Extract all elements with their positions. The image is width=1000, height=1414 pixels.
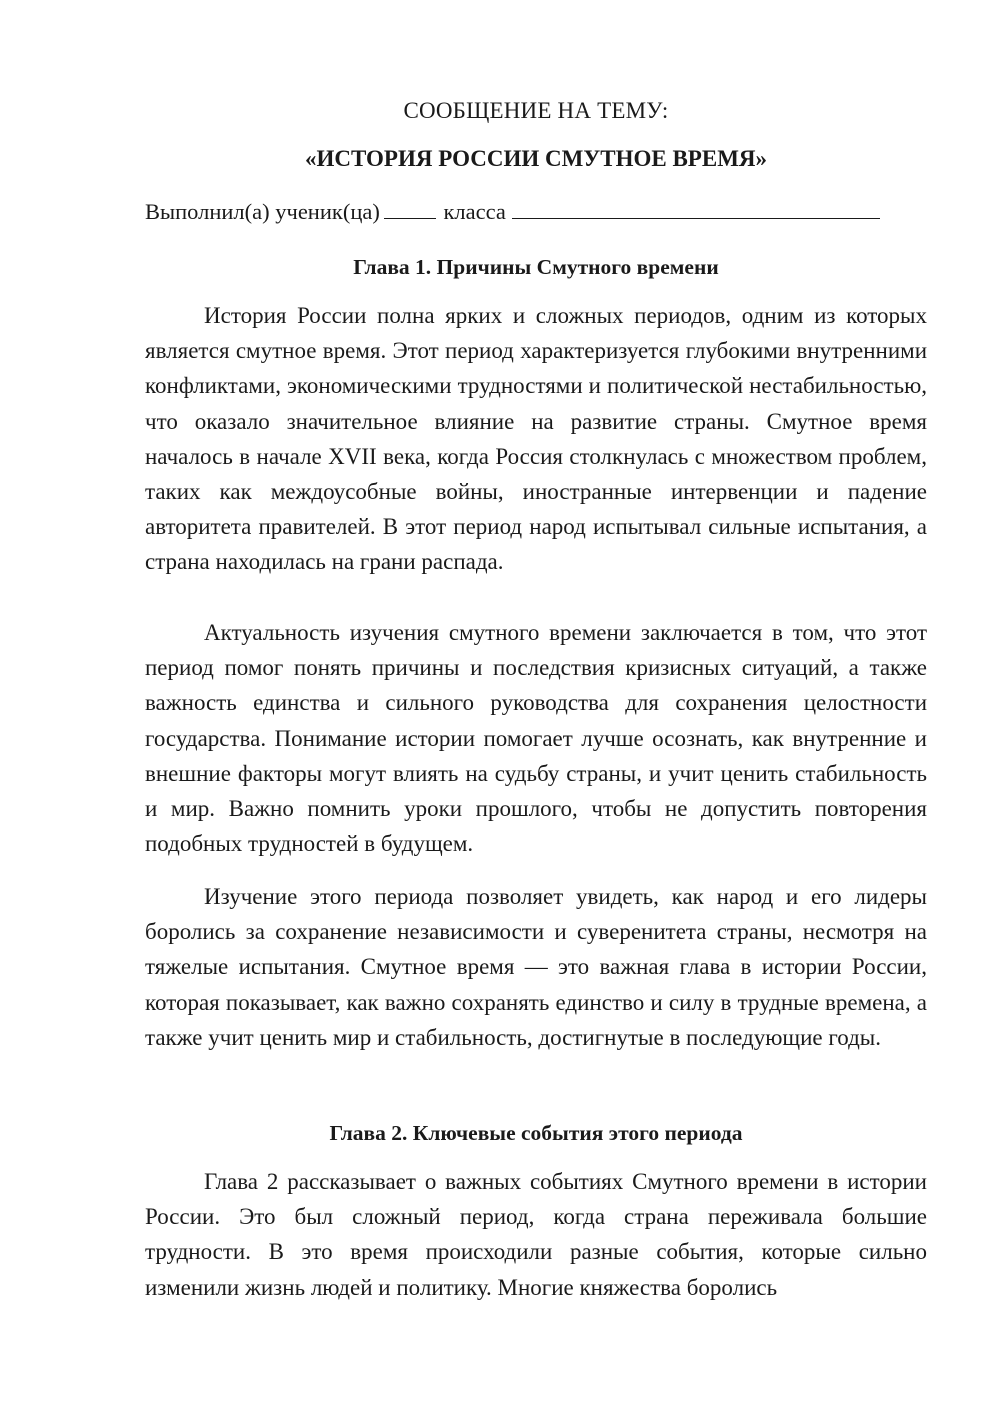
class-word: класса bbox=[443, 199, 506, 224]
class-blank-field[interactable] bbox=[512, 198, 880, 219]
grade-blank-field[interactable] bbox=[384, 198, 436, 219]
chapter-1-paragraph: История России полна ярких и сложных периодов, одним из которых является смутное время. Этот период характеризуется глубокими внутренними конфликтами, экономическими трудностями и политической нестабильностью, что оказало значительное влияние на развитие страны. Смутное время началось в начале XVII века, когда Россия столкнулась с множеством проблем, таких как междоусобные войны, иностранные интервенции и падение авторитета правителей. В этот период народ испытывал сильные испытания, а страна находилась на грани распада. bbox=[145, 303, 927, 575]
topic-line: СООБЩЕНИЕ НА ТЕМУ: bbox=[403, 98, 669, 123]
author-line bbox=[145, 198, 880, 226]
chapter-2-paragraph: Глава 2 рассказывает о важных событиях Смутного времени в истории России. Это был сложный период, когда страна переживала большие трудности. В это время происходили разные события, которые сильно изменили жизнь людей и политику. Многие княжества боролись bbox=[145, 1169, 927, 1300]
document-title: «ИСТОРИЯ РОССИИ СМУТНОЕ ВРЕМЯ» bbox=[304, 146, 768, 171]
chapter-2-heading: Глава 2. Ключевые события этого периода bbox=[329, 1121, 743, 1145]
chapter-1-paragraph: Изучение этого периода позволяет увидеть, как народ и его лидеры боролись за сохранение независимости и суверенитета страны, несмотря на тяжелые испытания. Смутное время — это важная глава в истории России, которая показывает, как важно сохранять единство и силу в трудные времена, а также учит ценить мир и стабильность, достигнутые в последующие годы. bbox=[145, 884, 927, 1050]
chapter-1-heading: Глава 1. Причины Смутного времени bbox=[353, 255, 719, 279]
author-prefix: Выполнил(а) ученик(ца) bbox=[145, 199, 380, 224]
chapter-1-paragraph: Актуальность изучения смутного времени заключается в том, что этот период помог понять причины и последствия кризисных ситуаций, а также важность единства и сильного руководства для сохранения целостности государства. Понимание истории помогает лучше осознать, как внутренние и внешние факторы могут влиять на судьбу страны, и учит ценить стабильность и мир. Важно помнить уроки прошлого, чтобы не допустить повторения подобных трудностей в будущем. bbox=[145, 620, 927, 857]
